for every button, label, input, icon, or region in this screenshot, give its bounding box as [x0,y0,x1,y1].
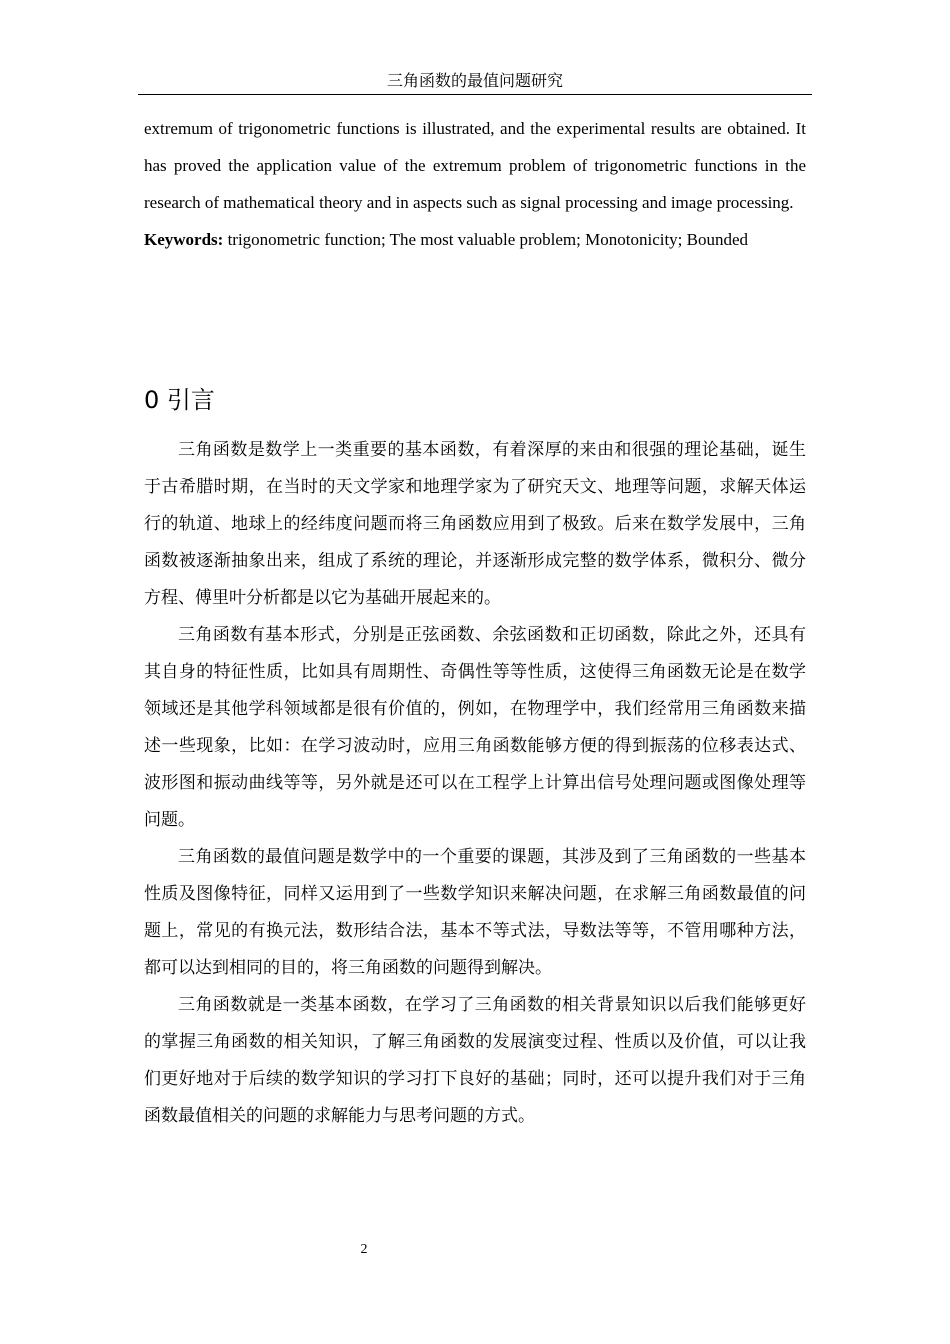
body-paragraph-2: 三角函数有基本形式，分别是正弦函数、余弦函数和正切函数，除此之外，还具有其自身的特征性质，比如具有周期性、奇偶性等等性质，这使得三角函数无论是在数学领域还是其他学科领域都是很有价值的，例如，在物理学中，我们经常用三角函数来描述一些现象，比如：在学习波动时，应用三角函数能够方便的得到振荡的位移表达式、波形图和振动曲线等等，另外就是还可以在工程学上计算出信号处理问题或图像处理等问题。 [144,625,806,830]
introduction-body [144,432,806,1135]
section-heading-introduction: 0 引言 [144,386,215,414]
body-paragraph-3: 三角函数的最值问题是数学中的一个重要的课题，其涉及到了三角函数的一些基本性质及图像特征，同样又运用到了一些数学知识来解决问题，在求解三角函数最值的问题上，常见的有换元法，数形结合法，基本不等式法，导数法等等，不管用哪种方法，都可以达到相同的目的，将三角函数的问题得到解决。 [144,847,806,978]
keywords-text: trigonometric function; The most valuable problem; Monotonicity; Bounded [223,230,749,249]
body-paragraph-4: 三角函数就是一类基本函数，在学习了三角函数的相关背景知识以后我们能够更好的掌握三角函数的相关知识，了解三角函数的发展演变过程、性质以及价值，可以让我们更好地对于后续的数学知识的学习打下良好的基础；同时，还可以提升我们对于三角函数最值相关的问题的求解能力与思考问题的方式。 [144,995,806,1126]
abstract-continuation-block [144,110,806,258]
running-header-title: 三角函数的最值问题研究 [386,71,563,90]
header-divider [138,94,812,95]
page-number: 2 [360,1242,368,1257]
body-paragraph-1: 三角函数是数学上一类重要的基本函数，有着深厚的来由和很强的理论基础，诞生于古希腊时期，在当时的天文学家和地理学家为了研究天文、地理等问题，求解天体运行的轨道、地球上的经纬度问题而将三角函数应用到了极致。后来在数学发展中，三角函数被逐渐抽象出来，组成了系统的理论，并逐渐形成完整的数学体系，微积分、微分方程、傅里叶分析都是以它为基础开展起来的。 [144,440,806,608]
keywords-label: Keywords: [144,230,224,249]
abstract-text: extremum of trigonometric functions is illustrated, and the experimental results are obtained. It has proved the application value of the extremum problem of trigonometric functions in the research of mathematical theory and in aspects such as signal processing and image processing. [144,119,806,212]
keywords-line [144,221,806,258]
